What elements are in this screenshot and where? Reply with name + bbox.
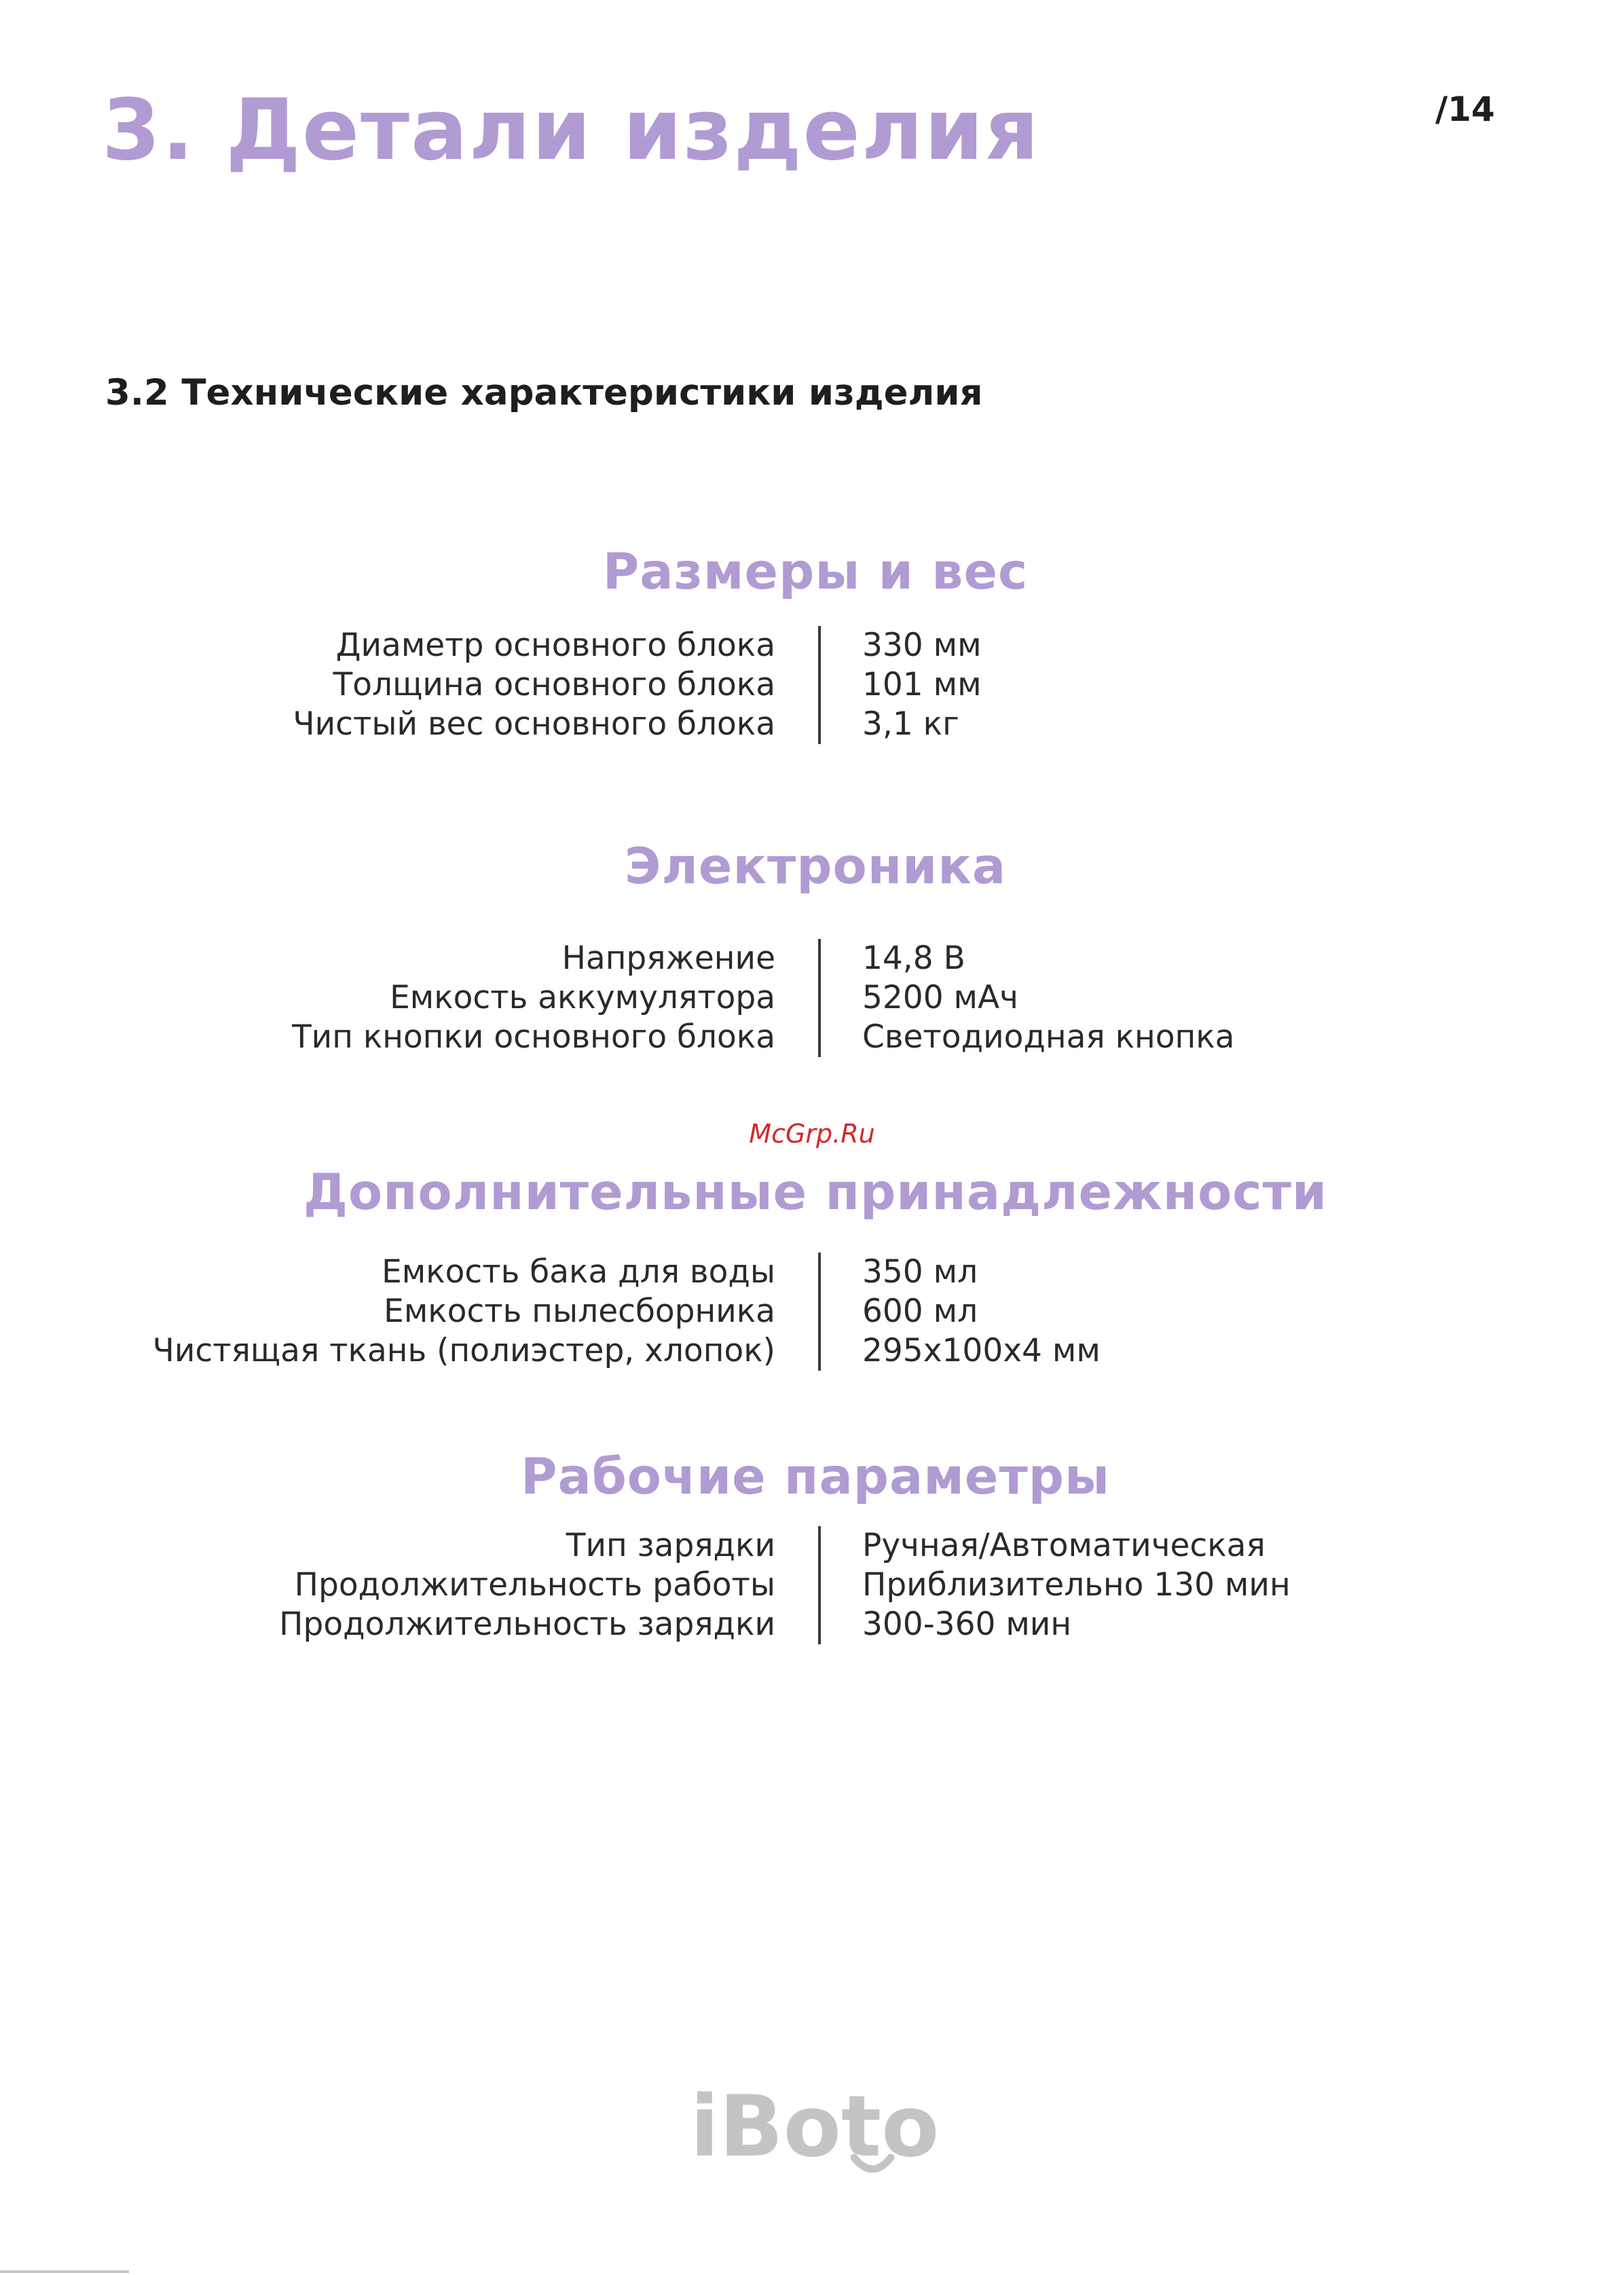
spec-row [0,665,1617,705]
page-number: /14 [1435,90,1495,129]
spec-value: 300-360 мин [862,1606,1072,1643]
group-title-accessories: Дополнительные принадлежности [303,1164,1328,1221]
spec-table-operating [0,1526,1617,1644]
spec-value: 3,1 кг [862,705,959,743]
spec-value: Приблизительно 130 мин [862,1566,1291,1604]
spec-value: 350 мл [862,1253,978,1291]
spec-row [0,939,1617,978]
spec-table-dimensions [0,626,1617,744]
spec-value: Светодиодная кнопка [862,1018,1235,1056]
spec-row [0,1605,1617,1644]
spec-table-accessories [0,1253,1617,1371]
spec-value: 295x100x4 мм [862,1332,1101,1369]
spec-value: 101 мм [862,666,982,703]
spec-label: Чистящая ткань (полиэстер, хлопок) [152,1332,775,1369]
page-title: 3. Детали изделия [102,81,1041,179]
spec-row [0,1331,1617,1371]
spec-table-electronics [0,939,1617,1057]
group-title-operating: Рабочие параметры [520,1448,1111,1506]
spec-row [0,1018,1617,1057]
brand-logo-text: iBoto [690,2078,940,2176]
spec-row [0,705,1617,744]
spec-label: Толщина основного блока [333,666,775,703]
spec-label: Емкость пылесборника [384,1293,775,1330]
spec-row [0,1292,1617,1331]
spec-label: Тип зарядки [566,1527,775,1564]
group-title-dimensions: Размеры и вес [602,543,1029,601]
spec-value: 600 мл [862,1293,978,1330]
spec-label: Емкость аккумулятора [390,979,775,1016]
spec-value: 5200 мАч [862,979,1018,1016]
spec-label: Тип кнопки основного блока [291,1018,775,1056]
footer-divider [0,2270,129,2273]
section-heading: 3.2 Технические характеристики изделия [105,372,983,413]
spec-value: 330 мм [862,627,982,664]
brand-logo [690,2077,940,2193]
spec-row [0,978,1617,1018]
spec-label: Емкость бака для воды [382,1253,775,1291]
spec-row [0,626,1617,665]
spec-row [0,1253,1617,1292]
spec-label: Чистый вес основного блока [293,705,775,743]
spec-value: Ручная/Автоматическая [862,1527,1266,1564]
spec-row [0,1526,1617,1566]
spec-label: Продолжительность работы [294,1566,775,1604]
spec-row [0,1566,1617,1605]
spec-value: 14,8 В [862,940,965,977]
spec-label: Продолжительность зарядки [279,1606,775,1643]
group-title-electronics: Электроника [624,838,1007,895]
spec-label: Диаметр основного блока [335,627,775,664]
watermark: McGrp.Ru [749,1119,875,1149]
spec-label: Напряжение [561,940,775,977]
